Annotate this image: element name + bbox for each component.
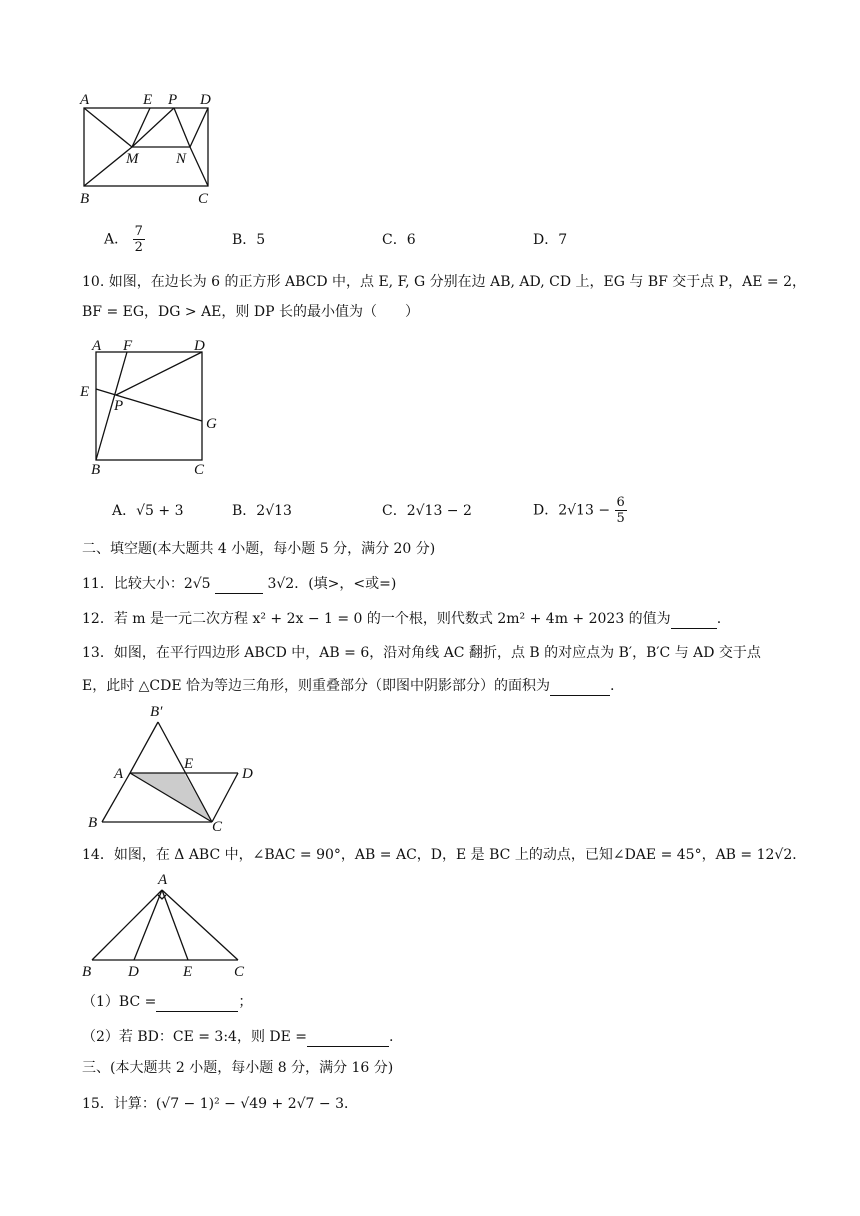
section-2-heading: 二、填空题(本大题共 4 小题，每小题 5 分，满分 20 分) <box>82 541 436 557</box>
label-E: E <box>80 384 90 400</box>
label-D: D <box>242 766 253 782</box>
q14-part1-prefix: （1）BC = <box>82 994 157 1010</box>
q10-line1: 10. 如图，在边长为 6 的正方形 ABCD 中，点 E, F, G 分别在边 AB, AD, CD 上，EG 与 BF 交于点 P，AE = 2， <box>82 274 807 290</box>
q13-end: . <box>610 678 615 694</box>
label-D: D <box>128 964 139 980</box>
q12-text: 12．若 m 是一元二次方程 x² + 2x − 1 = 0 的一个根，则代数式 2m² + 4m + 2023 的值为 <box>82 611 671 627</box>
label-P: P <box>168 92 178 108</box>
q10-option-a: A．√5 + 3 <box>112 503 184 519</box>
q13-line2-text: E，此时 △CDE 恰为等边三角形，则重叠部分（即图中阴影部分）的面积为 <box>82 678 551 694</box>
section-3-heading: 三、(本大题共 2 小题，每小题 8 分，满分 16 分) <box>82 1060 394 1076</box>
label-E: E <box>184 756 194 772</box>
q10-line2: BF = EG，DG > AE，则 DP 长的最小值为（ ） <box>82 304 419 320</box>
q13-line2 <box>82 675 615 696</box>
q14-part1-end: ； <box>238 994 253 1010</box>
q11 <box>82 573 396 594</box>
fraction: $\frac{7}{2}$ <box>134 224 143 255</box>
label-C: C <box>212 819 223 834</box>
q9-option-c: C．6 <box>382 232 416 248</box>
label-B: B <box>88 815 98 831</box>
q15: 15．计算：(√7 − 1)² − √49 + 2√7 − 3． <box>82 1096 358 1112</box>
q14: 14．如图，在 Δ ABC 中，∠BAC = 90°，AB = AC，D，E 是 BC 上的动点，已知∠DAE = 45°，AB = 12√2． <box>82 847 807 863</box>
answer-blank[interactable] <box>156 991 238 1012</box>
label-M: M <box>126 151 139 167</box>
fraction: $\frac{6}{5}$ <box>616 495 625 526</box>
label-B: B <box>82 964 92 980</box>
label-D: D <box>194 338 205 354</box>
label-C: C <box>234 964 245 980</box>
q10-option-d-label: D．2√13 − <box>533 502 611 519</box>
label-Bprime: B′ <box>150 704 163 720</box>
answer-blank[interactable] <box>307 1026 389 1047</box>
label-F: F <box>123 338 133 354</box>
q9-option-a <box>104 224 145 255</box>
label-N: N <box>176 151 187 167</box>
q13-line1: 13．如图，在平行四边形 ABCD 中，AB = 6，沿对角线 AC 翻折，点 B 的对应点为 B′，B′C 与 AD 交于点 <box>82 645 761 661</box>
label-C: C <box>194 462 205 478</box>
q9-option-d: D．7 <box>533 232 568 248</box>
label-A: A <box>92 338 102 354</box>
q14-part1 <box>82 991 252 1012</box>
q12-end: . <box>716 611 722 627</box>
label-A: A <box>114 766 124 782</box>
q14-part2-end: . <box>389 1029 394 1045</box>
q10-option-d <box>533 495 627 526</box>
q9-option-a-label: A． <box>104 231 129 248</box>
q10-option-c: C．2√13 − 2 <box>382 503 472 519</box>
label-B: B <box>91 462 101 478</box>
answer-blank[interactable] <box>550 675 610 696</box>
q12 <box>82 608 721 629</box>
label-A: A <box>158 872 168 888</box>
label-A: A <box>80 92 90 108</box>
answer-blank[interactable] <box>215 573 263 594</box>
q11-prefix: 11．比较大小：2√5 <box>82 576 211 592</box>
label-C: C <box>198 191 209 207</box>
figure-q14 <box>76 868 256 980</box>
label-B: B <box>80 191 90 207</box>
figure-q13 <box>82 700 272 834</box>
label-E: E <box>183 964 193 980</box>
q14-part2 <box>82 1026 394 1047</box>
q10-option-b: B．2√13 <box>232 503 292 519</box>
figure-q9 <box>76 88 226 210</box>
q11-suffix: 3√2．(填>，<或=) <box>267 576 397 592</box>
label-E: E <box>143 92 153 108</box>
figure-q10 <box>76 334 226 480</box>
answer-blank[interactable] <box>671 608 717 629</box>
label-P: P <box>114 398 124 414</box>
q9-option-b: B．5 <box>232 232 266 248</box>
label-D: D <box>200 92 211 108</box>
q14-part2-prefix: （2）若 BD：CE = 3:4，则 DE = <box>82 1029 308 1045</box>
label-G: G <box>206 416 217 432</box>
